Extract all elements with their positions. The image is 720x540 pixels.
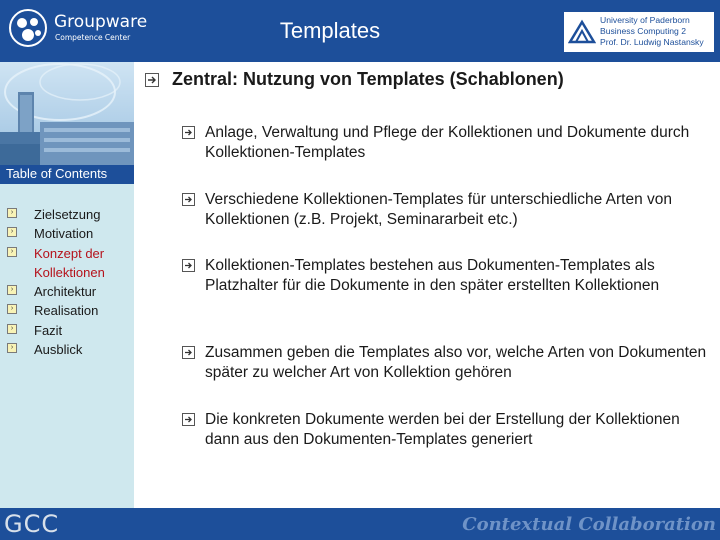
university-line: Prof. Dr. Ludwig Nastansky [600,37,704,47]
building-photo-image [0,62,134,165]
footer-tagline: Contextual Collaboration [462,514,716,535]
toc-item-label: Ausblick [34,342,83,358]
toc-item-label: Fazit [34,322,63,338]
bullet-arrow-icon: › [7,227,17,237]
bullet-arrow-icon: › [7,285,17,295]
university-line: Business Computing 2 [600,26,686,36]
bullet-arrow-icon [182,259,195,272]
header-photo [0,62,134,165]
bullet-text: Verschiedene Kollektionen-Templates für unterschiedliche Arten von Kollektionen (z.B. Projekt, Seminararbeit etc.) [205,191,672,228]
toc-item-label: Zielsetzung [34,207,101,222]
bullet-arrow-icon: › [7,304,17,314]
bullet-text: Die konkreten Dokumente werden bei der Erstellung der Kollektionen dann aus den Dokumenten-Templates generiert [205,411,680,448]
toc-item-motivation[interactable] [0,224,134,243]
bullet-arrow-icon [182,413,195,426]
bullet-arrow-icon [182,193,195,206]
main-heading: Zentral: Nutzung von Templates (Schablonen) [172,69,564,89]
footer-bar [0,508,720,540]
toc-item-zielsetzung[interactable] [0,205,134,224]
bullet-text: Kollektionen-Templates bestehen aus Dokumenten-Templates als Platzhalter für die Dokumente in den später erstellten Kollektionen [205,257,660,294]
toc-item-fazit[interactable] [0,321,134,340]
university-line: University of Paderborn [600,15,690,25]
bullet-text: Zusammen geben die Templates also vor, welche Arten von Dokumenten später zu welcher Art von Kollektion gehören [205,344,707,381]
header-bar [0,0,720,62]
bullet-text: Anlage, Verwaltung und Pflege der Kollektionen und Dokumente durch Kollektionen-Templates [205,124,690,161]
bullet-arrow-icon [182,126,195,139]
toc-list [0,205,134,359]
bullet-arrow-icon: › [7,324,17,334]
university-text [600,15,704,48]
toc-item-architektur[interactable] [0,282,134,301]
toc-panel [0,184,134,508]
bullet-arrow-icon: › [7,208,17,218]
toc-item-realisation[interactable] [0,301,134,320]
brand-subtitle: Competence Center [55,33,131,42]
toc-item-label: Motivation [34,226,94,242]
toc-item-label: Realisation [34,303,99,319]
bullet-arrow-icon: › [7,247,17,257]
globe-logo-icon [8,8,48,48]
bullet-arrow-icon: › [7,343,17,353]
slide-title: Templates [279,18,381,43]
toc-item-label: Architektur [34,284,97,300]
university-crest-icon [568,18,596,46]
bullet-arrow-icon [182,346,195,359]
groupware-logo [6,6,148,48]
toc-item-konzept[interactable] [0,244,134,283]
brand-name: Groupware [54,12,148,32]
heading-arrow-icon [145,73,159,87]
toc-header [0,165,134,184]
toc-item-ausblick[interactable] [0,340,134,359]
gcc-logo: GCC [4,510,60,538]
university-logo [564,12,714,52]
toc-title: Table of Contents [6,166,108,181]
toc-item-label-active: Konzept der Kollektionen [34,245,105,280]
